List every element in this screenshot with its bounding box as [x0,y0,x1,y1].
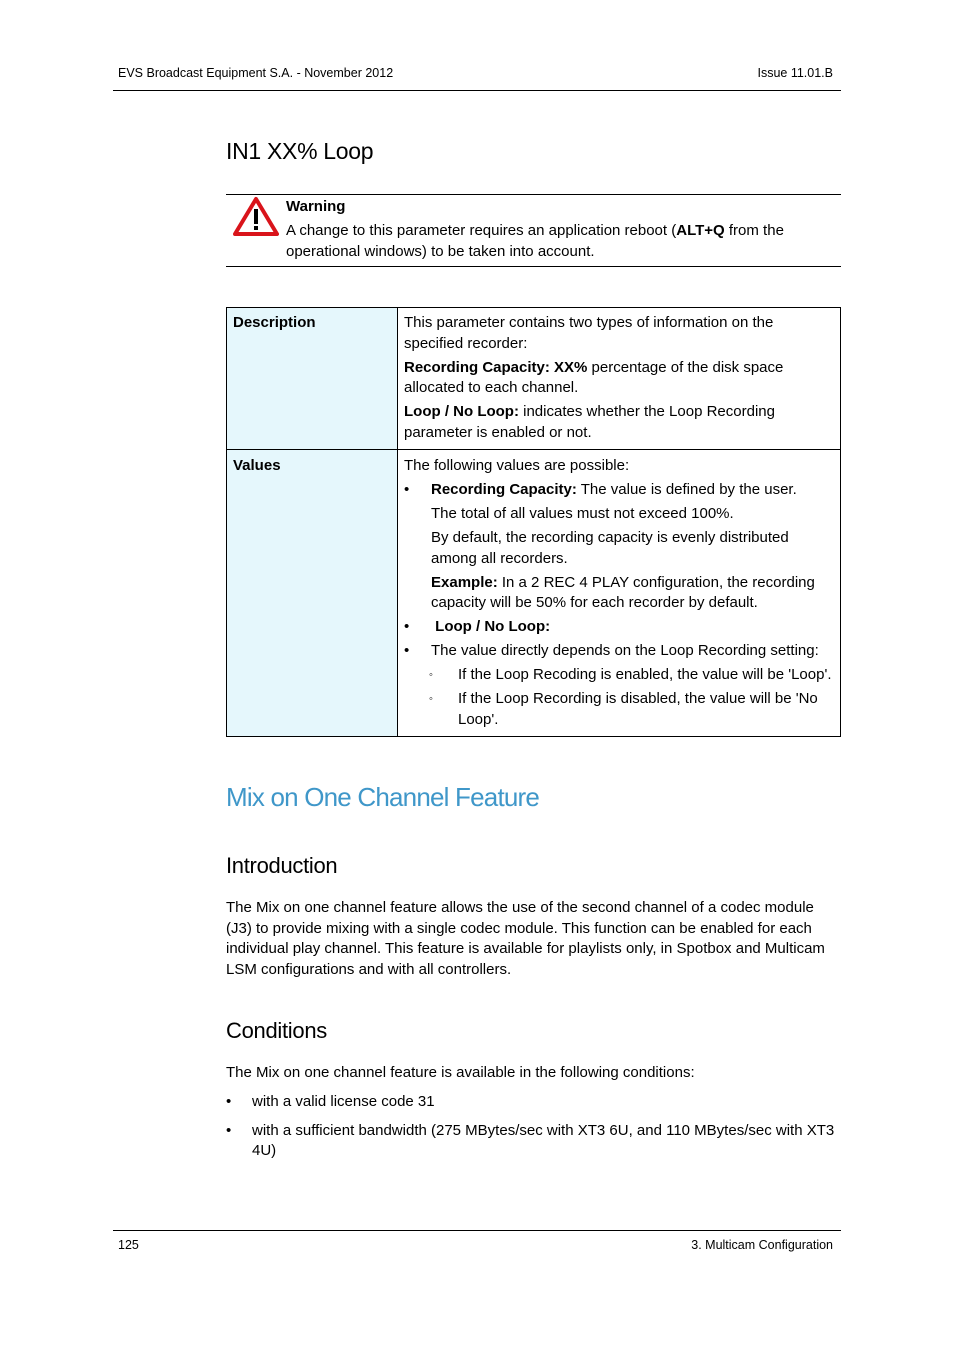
description-loop [404,402,834,443]
recording-capacity-limit: The total of all values must not exceed 100%. [431,505,734,522]
recording-capacity-text: percentage of the disk space allocated to each channel. [404,358,784,396]
recording-capacity-default: By default, the recording capacity is evenly distributed among all recorders. [431,529,789,567]
loop-term: Loop / No Loop: [431,618,551,635]
introduction-heading: Introduction [226,853,338,878]
description-intro: This parameter contains two types of information on the specified recorder: [404,314,774,352]
list-item [226,1121,836,1162]
list-item [404,480,834,501]
values-label: Values [227,450,398,737]
example-text: In a 2 REC 4 PLAY configuration, the recording capacity will be 50% for each recorder by default. [431,573,815,611]
sub-list-item [404,689,834,730]
warning-text [286,221,836,262]
recording-capacity-example [404,573,834,614]
warning-text-after: from the operational windows) to be taken into account. [286,222,784,260]
warning-title: Warning [286,198,346,215]
introduction-text: The Mix on one channel feature allows the use of the second channel of a codec module (J3) to provide mixing with a single codec module. This function can be enabled for each individual play channel. This feature is available for playlists only, in Spotbox and Multicam LSM configurations and with all controllers. [226,899,825,978]
recording-capacity-value-text: The value is defined by the user. [576,481,797,498]
footer-rule [113,1230,841,1231]
header-rule [113,90,841,91]
list-item [226,1092,836,1113]
table-row-values [227,450,841,737]
conditions-list [226,1092,836,1162]
warning-top-rule [226,194,841,195]
table-row-description [227,308,841,450]
bullet-mark: • [404,642,410,659]
description-cell [398,308,841,450]
warning-bottom-rule [226,266,841,267]
values-cell [398,450,841,737]
footer-page-number: 125 [118,1238,139,1252]
sub-list-item [404,665,834,686]
condition-license: with a valid license code 31 [252,1093,435,1110]
loop-text: indicates whether the Loop Recording parameter is enabled or not. [404,403,775,441]
loop-setting-text: The value directly depends on the Loop Recording setting: [431,642,819,659]
description-label: Description [227,308,398,450]
recording-capacity-term: Recording Capacity: XX% [404,358,588,376]
loop-disabled-text: If the Loop Recording is disabled, the value will be 'No Loop'. [458,690,818,728]
condition-bandwidth: with a sufficient bandwidth (275 MBytes/sec with XT3 6U, and 110 MBytes/sec with XT3 4U) [252,1121,835,1159]
recording-capacity-term: Recording Capacity: [431,481,577,498]
bullet-mark: • [404,481,410,498]
header-right: Issue 11.01.B [757,66,833,80]
description-recording-capacity [404,358,834,399]
warning-triangle-icon [233,196,279,236]
conditions-intro: The Mix on one channel feature is available in the following conditions: [226,1064,695,1081]
warning-shortcut: ALT+Q [676,222,725,239]
loop-term: Loop / No Loop: [404,403,519,420]
sub-bullet-mark: ◦ [429,669,433,681]
example-term: Example: [431,573,498,591]
loop-enabled-text: If the Loop Recoding is enabled, the value will be 'Loop'. [458,666,832,683]
header-left: EVS Broadcast Equipment S.A. - November 2012 [118,66,394,80]
values-intro: The following values are possible: [404,457,630,474]
section-title: IN1 XX% Loop [226,138,374,164]
list-item [404,617,834,638]
list-item [404,641,834,662]
bullet-mark: • [404,618,410,635]
bullet-mark: • [226,1121,232,1139]
warning-text-before: A change to this parameter requires an application reboot ( [286,222,677,239]
conditions-heading: Conditions [226,1018,327,1043]
sub-bullet-mark: ◦ [429,693,433,705]
footer-chapter: 3. Multicam Configuration [691,1238,833,1252]
parameter-table [226,307,841,737]
bullet-mark: • [226,1093,232,1110]
feature-title: Mix on One Channel Feature [226,782,540,812]
